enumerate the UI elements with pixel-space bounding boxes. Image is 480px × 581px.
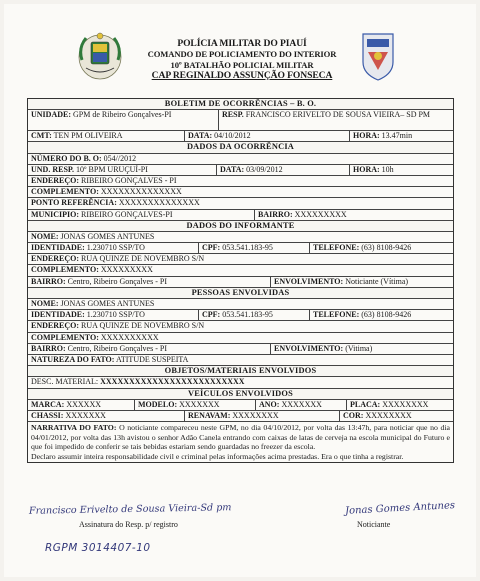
chassis-cell: CHASSI: XXXXXXX (28, 411, 185, 421)
report-number-cell: NÚMERO DO B. O: 054//2012 (31, 153, 137, 163)
brand-cell: MARCA: XXXXXX (28, 400, 135, 410)
battalion-subtitle: CAP REGINALDO ASSUNÇÃO FONSECA (151, 70, 333, 82)
nature-cell: NATUREZA DO FATO: ATITUDE SUSPEITA (31, 354, 189, 364)
informant-district-row (28, 277, 453, 288)
material-cell: DESC. MATERIAL: XXXXXXXXXXXXXXXXXXXXXXXXX (31, 377, 245, 387)
informant-district-cell: BAIRRO: Centro, Ribeiro Gonçalves - PI (28, 277, 271, 287)
model-cell: MODELO: XXXXXXX (135, 400, 256, 410)
informant-signature: Jonas Gomes Antunes (344, 500, 456, 517)
person-involvement-cell: ENVOLVIMENTO: (Vitima) (274, 343, 373, 353)
command-name: COMANDO DE POLICIAMENTO DO INTERIOR (147, 49, 337, 59)
occurrence-time-cell: HORA: 10h (353, 164, 394, 174)
occurrence-report-form (27, 98, 454, 463)
rgpm-handwritten: RGPM 3014407-10 (45, 542, 151, 554)
address-cell: ENDEREÇO: RIBEIRO GONÇALVES - PI (31, 175, 177, 185)
person-address-cell: ENDEREÇO: RUA QUINZE DE NOVEMBRO S/N (31, 321, 205, 331)
address-row (28, 176, 453, 187)
responsible-unit-row (28, 165, 453, 176)
informant-id-cell: IDENTIDADE: 1.230710 SSP/TO (28, 243, 199, 253)
unit-row (28, 110, 453, 131)
vehicle-chassis-row (28, 411, 453, 422)
vehicles-section-title: VEÍCULOS ENVOLVIDOS (28, 389, 453, 400)
person-name-cell: NOME: JONAS GOMES ANTUNES (31, 299, 155, 308)
institution-name: POLÍCIA MILITAR DO PIAUÍ (177, 38, 307, 49)
responsible-signature-caption: Assinatura do Resp. p/ registro (79, 520, 178, 529)
complement-cell: COMPLEMENTO: XXXXXXXXXXXXXX (31, 187, 182, 197)
objects-section-title: OBJETOS/MATERIAIS ENVOLVIDOS (28, 366, 453, 377)
state-coat-of-arms-icon (78, 30, 122, 80)
responsible-unit-cell: UND. RESP. 10º BPM URUÇUÍ-PI (28, 165, 217, 175)
informant-section-title: DADOS DO INFORMANTE (28, 221, 453, 232)
color-cell: COR: XXXXXXXX (343, 410, 412, 420)
informant-complement-row (28, 265, 453, 276)
person-complement-row (28, 333, 453, 344)
people-section-title: PESSOAS ENVOLVIDAS (28, 288, 453, 299)
person-id-cell: IDENTIDADE: 1.230710 SSP/TO (28, 310, 199, 320)
informant-involvement-cell: ENVOLVIMENTO: Noticiante (Vítima) (274, 276, 409, 286)
reference-point-row (28, 198, 453, 209)
renavam-cell: RENAVAM: XXXXXXXX (185, 411, 340, 421)
unit-cell: UNIDADE: GPM de Ribeiro Gonçalves-PI (28, 110, 219, 130)
person-id-row (28, 310, 453, 321)
commander-cell: CMT: TEN PM OLIVEIRA (28, 131, 185, 141)
complement-row (28, 187, 453, 198)
informant-address-cell: ENDEREÇO: RUA QUINZE DE NOVEMBRO S/N (31, 254, 205, 264)
informant-cpf-cell: CPF: 053.541.183-95 (199, 243, 310, 253)
person-phone-cell: TELEFONE: (63) 8108-9426 (313, 310, 412, 320)
responsible-cell: RESP. FRANCISCO ERIVELTO DE SOUSA VIEIRA– SD PM (222, 110, 431, 120)
letterhead-text (124, 38, 360, 81)
person-cpf-cell: CPF: 053.541.183-95 (199, 310, 310, 320)
municipality-row (28, 210, 453, 221)
informant-name-cell: NOME: JONAS GOMES ANTUNES (31, 231, 155, 241)
vehicle-brand-row (28, 400, 453, 411)
year-cell: ANO: XXXXXXX (256, 400, 347, 410)
district-cell: BAIRRO: XXXXXXXXX (258, 209, 347, 219)
material-row (28, 377, 453, 388)
plate-cell: PLACA: XXXXXXXX (350, 399, 429, 409)
narrative-section (28, 422, 453, 462)
commander-row (28, 131, 453, 142)
person-district-row (28, 344, 453, 355)
form-title: BOLETIM DE OCORRÊNCIAS – B. O. (28, 99, 453, 110)
nature-row (28, 355, 453, 366)
informant-complement-cell: COMPLEMENTO: XXXXXXXXX (31, 265, 153, 275)
person-address-row (28, 321, 453, 332)
date-cell: DATA: 04/10/2012 (185, 131, 350, 141)
occurrence-section-title: DADOS DA OCORRÊNCIA (28, 142, 453, 153)
declaration-paragraph: Declaro assumir inteira responsabilidade civil e criminal pelas informações acima prestadas. Era o que tinha a registrar. (31, 451, 404, 461)
person-district-cell: BAIRRO: Centro, Ribeiro Gonçalves - PI (28, 344, 271, 354)
municipality-cell: MUNICIPIO: RIBEIRO GONÇALVES-PI (28, 210, 255, 220)
informant-id-row (28, 243, 453, 254)
responsible-signature: Francisco Erivelto de Sousa Vieira-Sd pm (28, 502, 232, 517)
time-cell: HORA: 13.47min (353, 131, 413, 141)
informant-address-row (28, 254, 453, 265)
reference-point-cell: PONTO REFERÊNCIA: XXXXXXXXXXXXXX (31, 198, 200, 208)
informant-signature-caption: Noticiante (357, 520, 391, 529)
person-name-row (28, 299, 453, 310)
informant-phone-cell: TELEFONE: (63) 8108-9426 (313, 243, 412, 253)
person-complement-cell: COMPLEMENTO: XXXXXXXXXX (31, 332, 159, 342)
narrative-paragraph: NARRATIVA DO FATO: O noticiante compareceu neste GPM, no dia 04/10/2012, por volta das 13:47h, para noticiar que no dia 04/01/2012, por volta das 13h avistou o senhor Adão Canela entrando com caixas de latas de cerveja na escola municipal do Futuro e que foi impedido de conferir se tais bebidas estariam sendo guardadas no freezer da escola. (31, 423, 450, 452)
informant-name-row (28, 232, 453, 243)
battalion-name: 10º BATALHÃO POLICIAL MILITAR (170, 59, 314, 70)
letterhead (4, 24, 476, 96)
battalion-shield-icon (360, 30, 396, 82)
occurrence-date-cell: DATA: 03/09/2012 (217, 165, 350, 175)
signature-area (27, 498, 456, 578)
report-number-row (28, 154, 453, 165)
